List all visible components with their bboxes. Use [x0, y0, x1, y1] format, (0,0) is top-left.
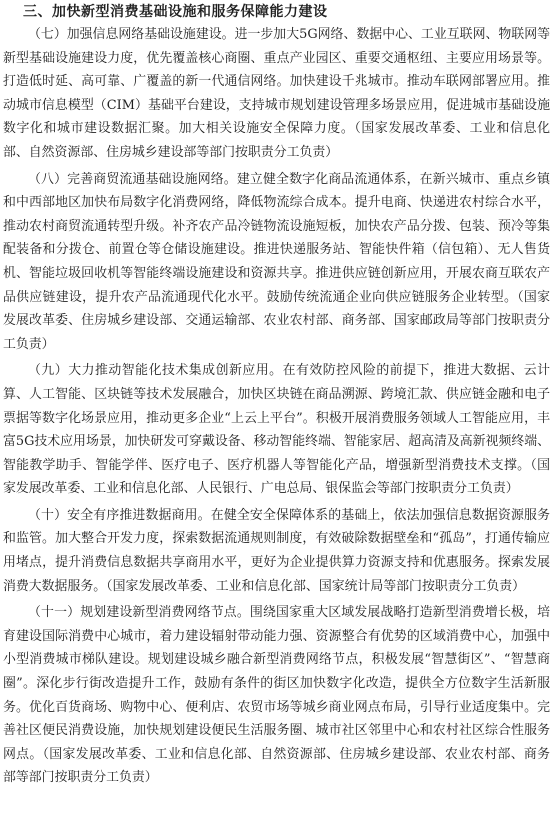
paragraph-9-lead: （九）大力推动智能化技术集成创新应用。	[28, 363, 283, 379]
paragraph-8	[3, 168, 550, 357]
paragraph-7-responsible-departments: （国家发展改革委、工业和信息化部、自然资源部、住房城乡建设部等部门按职责分工负责）	[3, 121, 550, 160]
paragraph-10	[3, 504, 550, 598]
paragraph-8-responsible-departments: （国家发展改革委、住房城乡建设部、交通运输部、农业农村部、商务部、国家邮政局等部门按职责分工负责）	[3, 289, 550, 352]
paragraph-9	[3, 359, 550, 501]
paragraph-8-body: 建立健全数字化商品流通体系，在新兴城市、重点乡镇和中西部地区加快布局数字化消费网络，降低物流综合成本。提升电商、快递进农村综合水平，推动农村商贸流通转型升级。补齐农产品冷链物流设施短板，加快农产品分拨、包装、预冷等集配装备和分拨仓、前置仓等仓储设施建设。推进快递服务站、智能快件箱（信包箱）、无人售货机、智能垃圾回收机等智能终端设施建设和资源共享。推进供应链创新应用，开展农商互联农产品供应链建设，提升农产品流通现代化水平。鼓励传统流通企业向供应链服务企业转型。	[3, 171, 551, 305]
paragraph-7	[3, 23, 550, 165]
paragraph-11-body: 围绕国家重大区域发展战略打造新型消费增长极，培育建设国际消费中心城市，着力建设辐射带动能力强、资源整合有优势的区域消费中心，加强中小型消费城市梯队建设。规划建设城乡融合新型消费网络节点，积极发展“智慧街区”、“智慧商圈”。深化步行街改造提升工作，鼓励有条件的街区加快数字化改造，提供全方位数字生活新服务。优化百货商场、购物中心、便利店、农贸市场等城乡商业网点布局，引导行业适度集中。完善社区便民消费设施，加快规划建设便民生活服务圈、城市社区邻里中心和农村社区综合性服务网点。	[3, 605, 551, 762]
paragraph-7-body: 进一步加大5G网络、数据中心、工业互联网、物联网等新型基础设施建设力度，优先覆盖核心商圈、重点产业园区、重要交通枢纽、主要应用场景等。打造低时延、高可靠、广覆盖的新一代通信网络。加快建设千兆城市。推动车联网部署应用。推动城市信息模型（CIM）基础平台建设，支持城市规划建设管理多场景应用，促进城市基础设施数字化和城市建设数据汇聚。加大相关设施安全保障力度。	[3, 27, 551, 137]
paragraph-10-body: 在健全安全保障体系的基础上，依法加强信息数据资源服务和监管。加大整合开发力度，探索数据流通规则制度，有效破除数据壁垒和“孤岛”，打通传输应用堵点，提升消费信息数据共享商用水平，更好为企业提供算力资源支持和优惠服务。探索发展消费大数据服务。	[3, 507, 551, 594]
paragraph-9-body: 在有效防控风险的前提下，推进大数据、云计算、人工智能、区块链等技术发展融合，加快区块链在商品溯源、跨境汇款、供应链金融和电子票据等数字化场景应用，推动更多企业“上云上平台”。积极开展消费服务领域人工智能应用，丰富5G技术应用场景，加快研发可穿戴设备、移动智能终端、智能家居、超高清及高新视频终端、智能教学助手、智能学伴、医疗电子、医疗机器人等智能化产品，增强新型消费技术支撑。	[3, 363, 551, 473]
paragraph-11-responsible-departments: （国家发展改革委、工业和信息化部、自然资源部、住房城乡建设部、农业农村部、商务部等部门按职责分工负责）	[3, 746, 550, 786]
paragraph-8-lead: （八）完善商贸流通基础设施网络。	[28, 171, 237, 187]
section-heading: 三、加快新型消费基础设施和服务保障能力建设	[23, 4, 328, 20]
paragraph-10-lead: （十）安全有序推进数据商用。	[28, 507, 211, 523]
paragraph-11-lead: （十一）规划建设新型消费网络节点。	[28, 605, 250, 621]
paragraph-7-lead: （七）加强信息网络基础设施建设。	[28, 27, 235, 42]
paragraph-11	[3, 601, 550, 790]
paragraph-10-responsible-departments: （国家发展改革委、工业和信息化部、国家统计局等部门按职责分工负责）	[106, 578, 526, 594]
paragraph-9-responsible-departments: （国家发展改革委、工业和信息化部、人民银行、广电总局、银保监会等部门按职责分工负责）	[3, 457, 550, 497]
